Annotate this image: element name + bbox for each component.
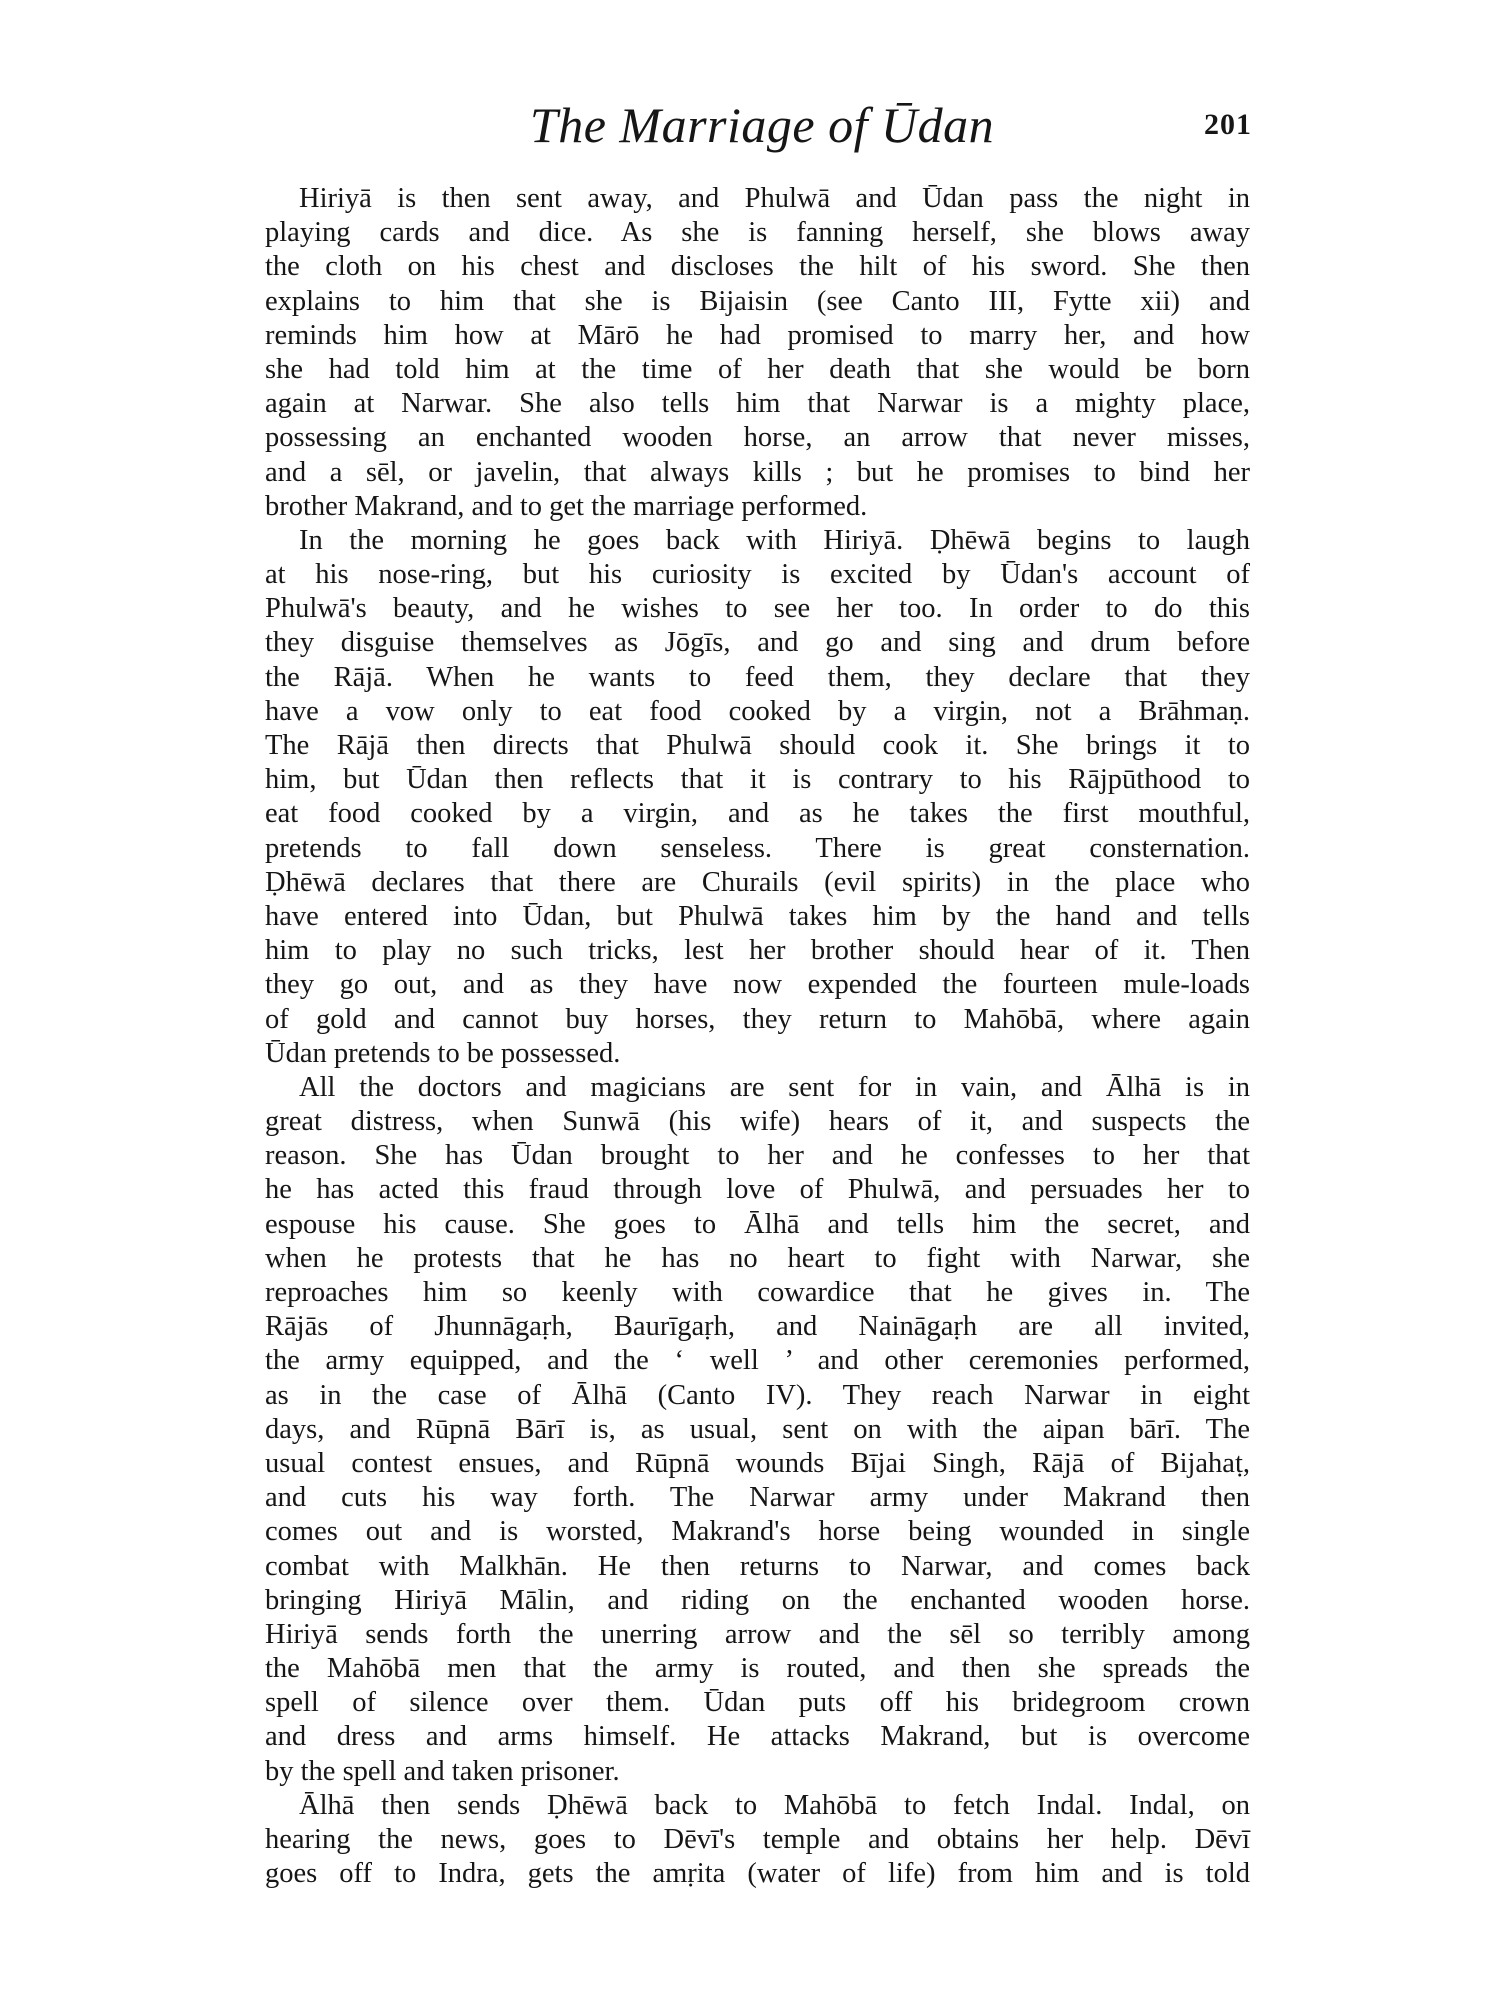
text-line: explains to him that she is Bijaisin (see Canto III, Fytte xii) and: [265, 285, 1250, 317]
text-line: goes off to Indra, gets the amṛita (water of life) from him and is told: [265, 1858, 1250, 1890]
page-title: The Marriage of Ūdan: [529, 97, 995, 153]
text-line: days, and Rūpnā Bārī is, as usual, sent on with the aipan bārī. The: [265, 1413, 1250, 1445]
text-line: brother Makrand, and to get the marriage performed.: [265, 490, 868, 522]
text-line: they go out, and as they have now expended the fourteen mule-loads: [265, 969, 1250, 1001]
text-line: All the doctors and magicians are sent for in vain, and Ālhā is in: [299, 1071, 1250, 1103]
paragraph-1: [265, 182, 1250, 524]
running-header: [272, 90, 1252, 160]
text-line: pretends to fall down senseless. There is great consternation.: [265, 832, 1250, 864]
text-line: they disguise themselves as Jōgīs, and go and sing and drum before: [265, 627, 1250, 659]
text-line: at his nose-ring, but his curiosity is excited by Ūdan's account of: [265, 559, 1250, 591]
page-number: 201: [1204, 108, 1252, 141]
text-line: playing cards and dice. As she is fanning herself, she blows away: [265, 217, 1250, 249]
text-line: Ālhā then sends Ḍhēwā back to Mahōbā to fetch Indal. Indal, on: [299, 1789, 1250, 1821]
text-line: The Rājā then directs that Phulwā should cook it. She brings it to: [265, 730, 1250, 761]
text-line: and a sēl, or javelin, that always kills ; but he promises to bind her: [265, 456, 1250, 488]
paragraph-2: [265, 524, 1250, 1071]
text-line: In the morning he goes back with Hiriyā. Ḍhēwā begins to laugh: [299, 524, 1250, 556]
text-line: have entered into Ūdan, but Phulwā takes him by the hand and tells: [265, 900, 1250, 932]
text-line: the cloth on his chest and discloses the hilt of his sword. She then: [265, 251, 1250, 283]
paragraph-3: [265, 1071, 1250, 1789]
text-line: when he protests that he has no heart to fight with Narwar, she: [265, 1242, 1250, 1274]
text-line: possessing an enchanted wooden horse, an arrow that never misses,: [265, 422, 1250, 454]
text-line: as in the case of Ālhā (Canto IV). They reach Narwar in eight: [265, 1379, 1250, 1411]
text-line: Ḍhēwā declares that there are Churails (evil spirits) in the place who: [265, 866, 1250, 898]
text-line: of gold and cannot buy horses, they return to Mahōbā, where again: [265, 1003, 1250, 1035]
text-line: and cuts his way forth. The Narwar army under Makrand then: [265, 1482, 1250, 1514]
text-line: great distress, when Sunwā (his wife) hears of it, and suspects the: [265, 1106, 1250, 1138]
text-line: combat with Malkhān. He then returns to Narwar, and comes back: [265, 1550, 1250, 1582]
paragraph-4: [265, 1789, 1250, 1892]
text-line: have a vow only to eat food cooked by a virgin, not a Brāhmaṇ.: [265, 695, 1250, 727]
text-line: Hiriyā sends forth the unerring arrow and the sēl so terribly among: [265, 1618, 1250, 1650]
text-line: him, but Ūdan then reflects that it is contrary to his Rājpūthood to: [265, 764, 1250, 796]
text-line: hearing the news, goes to Dēvī's temple and obtains her help. Dēvī: [265, 1824, 1250, 1855]
body-text: [265, 182, 1250, 1891]
text-line: she had told him at the time of her death that she would be born: [265, 353, 1250, 385]
text-line: usual contest ensues, and Rūpnā wounds Bījai Singh, Rājā of Bijahaṭ,: [265, 1447, 1250, 1479]
text-line: again at Narwar. She also tells him that Narwar is a mighty place,: [265, 388, 1250, 420]
text-line: the Rājā. When he wants to feed them, they declare that they: [265, 661, 1250, 693]
text-line: he has acted this fraud through love of Phulwā, and persuades her to: [265, 1174, 1250, 1206]
text-line: him to play no such tricks, lest her brother should hear of it. Then: [265, 935, 1250, 967]
text-line: the Mahōbā men that the army is routed, and then she spreads the: [265, 1653, 1250, 1685]
text-line: Ūdan pretends to be possessed.: [265, 1037, 621, 1069]
text-line: espouse his cause. She goes to Ālhā and tells him the secret, and: [265, 1208, 1250, 1240]
text-line: bringing Hiriyā Mālin, and riding on the enchanted wooden horse.: [265, 1584, 1250, 1616]
text-line: by the spell and taken prisoner.: [265, 1755, 620, 1787]
text-line: eat food cooked by a virgin, and as he takes the first mouthful,: [265, 798, 1250, 830]
text-line: the army equipped, and the ‘ well ’ and other ceremonies performed,: [265, 1345, 1250, 1377]
text-line: Rājās of Jhunnāgaṛh, Baurīgaṛh, and Naināgaṛh are all invited,: [265, 1311, 1250, 1343]
text-line: spell of silence over them. Ūdan puts off his bridegroom crown: [265, 1687, 1250, 1719]
text-line: reproaches him so keenly with cowardice that he gives in. The: [265, 1277, 1250, 1308]
text-line: reason. She has Ūdan brought to her and he confesses to her that: [265, 1140, 1250, 1172]
text-line: Hiriyā is then sent away, and Phulwā and Ūdan pass the night in: [299, 183, 1250, 214]
text-line: and dress and arms himself. He attacks Makrand, but is overcome: [265, 1721, 1250, 1753]
text-line: Phulwā's beauty, and he wishes to see her too. In order to do this: [265, 593, 1250, 625]
text-line: reminds him how at Mārō he had promised to marry her, and how: [265, 319, 1250, 351]
text-line: comes out and is worsted, Makrand's horse being wounded in single: [265, 1516, 1250, 1548]
